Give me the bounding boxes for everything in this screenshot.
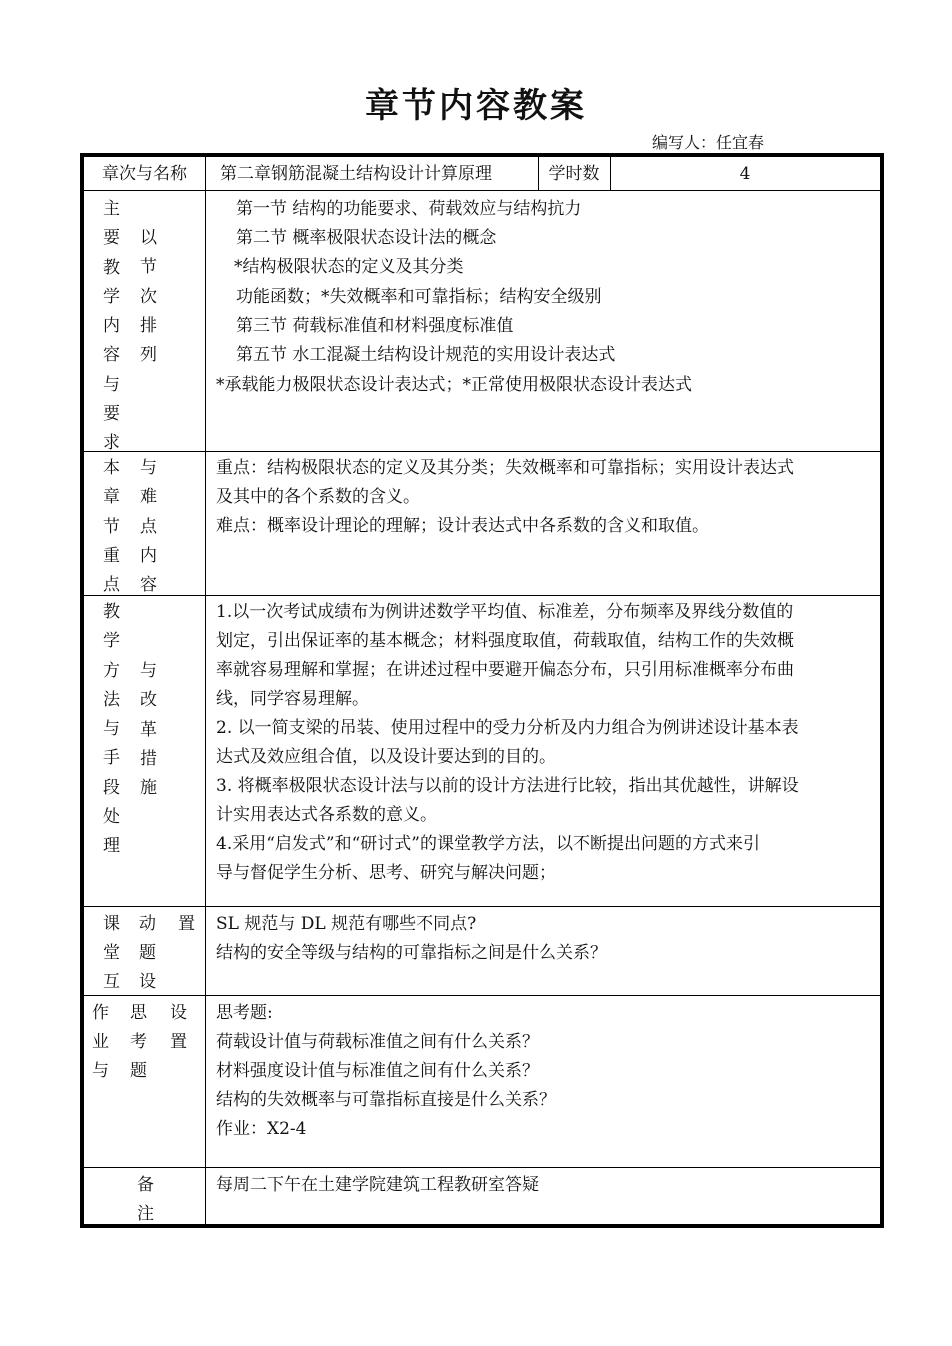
row-divider: [84, 906, 880, 907]
author-line: 编写人：任宜春: [652, 133, 765, 152]
page-title: 章节内容教案: [365, 86, 587, 126]
column-divider: [205, 157, 206, 1224]
chapter-name-value: 第二章钢筋混凝土结构设计计算原理: [220, 164, 492, 184]
row-divider: [84, 1167, 880, 1168]
content-label-col1: 主 要 教 学 内 容 与 要 求: [103, 199, 120, 454]
hours-value: 4: [739, 164, 751, 184]
row-divider: [84, 995, 880, 996]
keypoints-label-col2: 与 难 点 内 容: [140, 458, 157, 596]
row-divider: [84, 595, 880, 596]
hours-label: 学时数: [548, 164, 600, 184]
keypoints-label-col1: 本 章 节 重 点: [103, 458, 120, 596]
methods-label-col2: 与 改 革 措 施: [140, 661, 157, 799]
chapter-name-label: 章次与名称: [102, 164, 187, 184]
row-divider: [84, 190, 880, 191]
row-divider: [84, 451, 880, 452]
methods-label-col1: 教 学 方 法 与 手 段 处 理: [103, 602, 120, 857]
remarks-text: 每周二下午在土建学院建筑工程教研室答疑: [216, 1175, 539, 1195]
lesson-plan-table: 章次与名称 第二章钢筋混凝土结构设计计算原理 学时数 4 主 要 教 学 内 容 与 要 求 以 节 次 排 列 第一节 结构的功能要求、荷载效应与结构抗力 第二节 概率极限状态设计法的概念 *结构极限状态的定义及其分类 功能函数；*失效概率和可靠指标；结构安全级别 第三节 荷载标准值和材料强度标准值 第五节 水工混凝土结构设计规范的实用设计表达式 *承载能力极限状态设计表达式；*正常使用极限状态设计表达式 本 章 节 重 点 与 难 点 内 容 重点：结构极限状态的定义及其分类；失效概率和可靠指标；实用设计表达式 及其中的各个系数的含义。 难点：概率设计理论的理解；设计表达式中各系数的含义和取值。 教 学 方 法 与 手 段 处 理 与 改 革 措 施 1.以一次考试成绩布为例讲述数学平均值、标准差，分布频率及界线分数值的 划定，引出保证率的基本概念；材料强度取值，荷载取值，结构工作的失效概 率就容易理解和掌握；在讲述过程中要避开偏态分布，只引用标准概率分布曲 线，同学容易理解。 2. 以一简支梁的吊装、使用过程中的受力分析及内力组合为例讲述设计基本表 达式及效应组合值，以及设计要达到的目的。 3. 将概率极限状态设计法与以前的设计方法进行比较，指出其优越性，讲解设 计实用表达式各系数的意义。 4.采用“启发式”和“研讨式”的课堂教学方法，以不断提出问题的方式来引 导与督促学生分析、思考、研究与解决问题； 课 动 置 堂 题 互 设 SL 规范与 DL 规范有哪些不同点? 结构的安全等级与结构的可靠指标之间是什么关系？ 作 思 设 业 考 置 与 题 思考题: 荷载设计值与荷载标准值之间有什么关系？ 材料强度设计值与标准值之间有什么关系？ 结构的失效概率与可靠指标直接是什么关系？ 作业：X2-4 备 注 每周二下午在土建学院建筑工程教研室答疑: [80, 153, 884, 1228]
content-label-col2: 以 节 次 排 列: [140, 228, 157, 366]
